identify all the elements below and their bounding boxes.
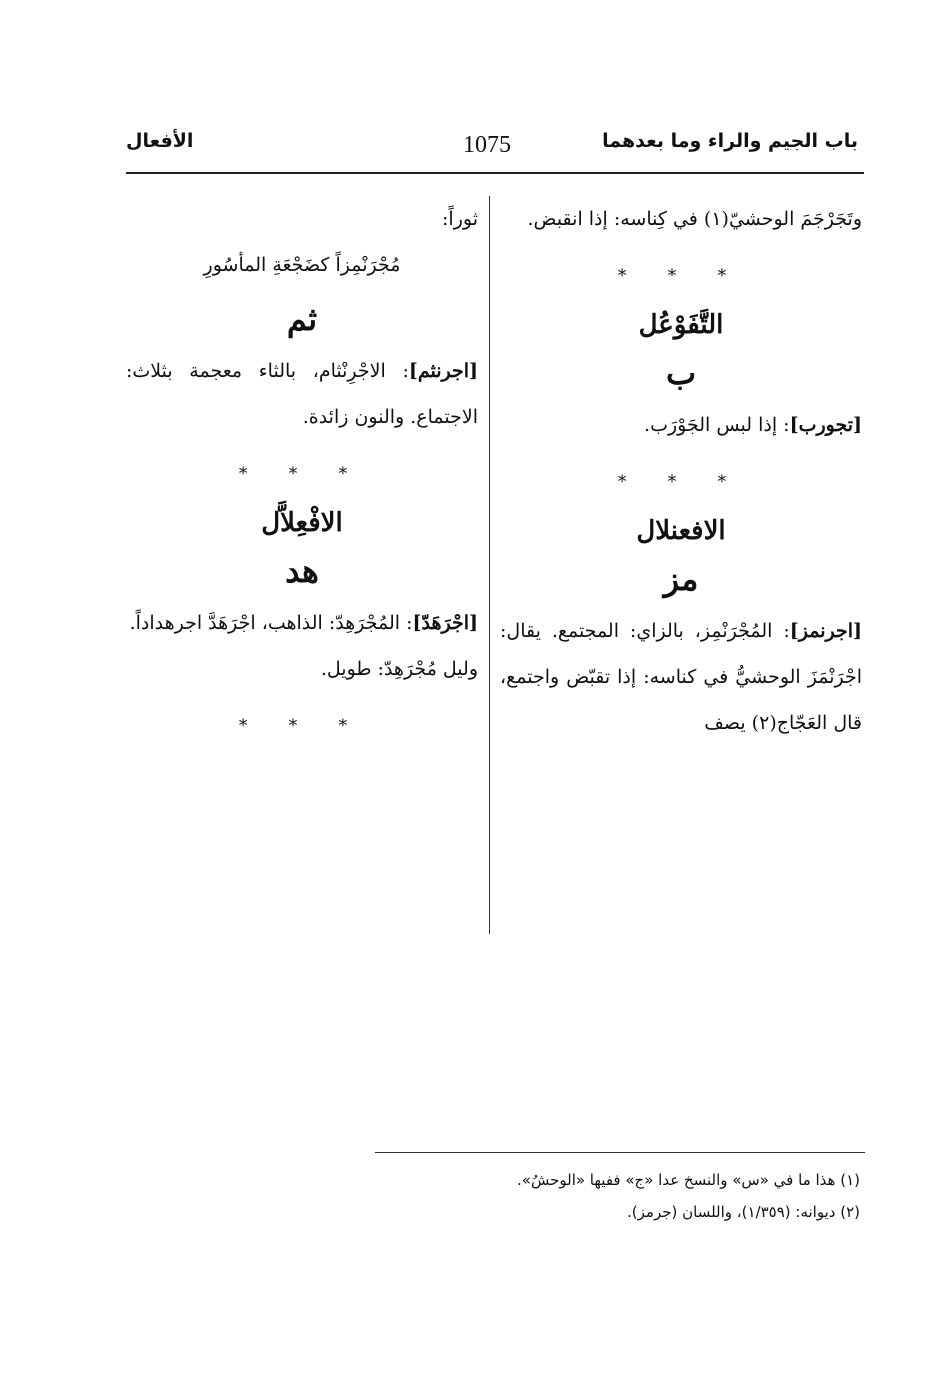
entry-headword: [اجْرَهَدّ] (412, 612, 478, 634)
root-heading: ثم (286, 300, 318, 338)
dictionary-entry (500, 608, 862, 746)
verse-line: مُجْرَنْمِزاً كضَجْعَةِ المأسُورِ (203, 254, 401, 276)
paragraph: ثوراً: (442, 208, 478, 230)
footnotes (380, 1164, 860, 1228)
header-rule (126, 172, 864, 174)
column-divider (489, 196, 490, 934)
entry-headword: [اجرنمز] (789, 620, 862, 642)
section-heading: التَّفَوْعُل (638, 310, 724, 340)
right-column (500, 196, 862, 746)
entry-definition: : المُجْرَنْمِز، بالزاي: المجتمع. يقال: اجْرَنْمَزَ الوحشيُّ في كناسه: إذا تقبّض واجتمع، قال العَجّاج(٢) يصف (500, 620, 862, 734)
root-heading: هد (285, 552, 319, 590)
dictionary-entry (500, 402, 862, 448)
root-heading: مز (663, 560, 699, 598)
dictionary-entry (126, 348, 478, 440)
footnote-rule (375, 1152, 865, 1153)
running-header-left: الأفعال (126, 130, 194, 152)
running-header-right: باب الجيم والراء وما بعدهما (602, 130, 858, 152)
section-separator: * * * (617, 266, 745, 286)
section-separator: * * * (617, 472, 745, 492)
dictionary-entry (126, 600, 478, 646)
footnote-2: (٢) ديوانه: (١/٣٥٩)، واللسان (جرمز). (627, 1203, 860, 1221)
paragraph: وليل مُجْرَهِدّ: طويل. (320, 658, 478, 680)
section-heading: الافعنلال (636, 516, 726, 546)
section-heading: الافْعِلاَّل (261, 508, 343, 538)
root-heading: ب (665, 354, 697, 392)
entry-definition: : إذا لبس الجَوْرَب. (644, 414, 790, 436)
entry-headword: [تجورب] (789, 414, 862, 436)
page-number: 1075 (463, 132, 511, 158)
left-column (126, 196, 478, 760)
entry-headword: [اجرنثم] (408, 360, 478, 382)
section-separator: * * * (238, 716, 366, 736)
entry-definition: : الاجْرِنْثام، بالثاء معجمة بثلاث: الاجتماع. والنون زائدة. (126, 360, 478, 428)
paragraph: وتَجَرْجَمَ الوحشيّ(١) في كِناسه: إذا انقبض. (527, 208, 862, 230)
entry-definition: : المُجْرَهِدّ: الذاهب، اجْرَهَدَّ اجرهداداً. (129, 612, 413, 634)
footnote-1: (١) هذا ما في «س» والنسخ عدا «ج» ففيها «الوحشُ». (517, 1171, 860, 1189)
section-separator: * * * (238, 464, 366, 484)
